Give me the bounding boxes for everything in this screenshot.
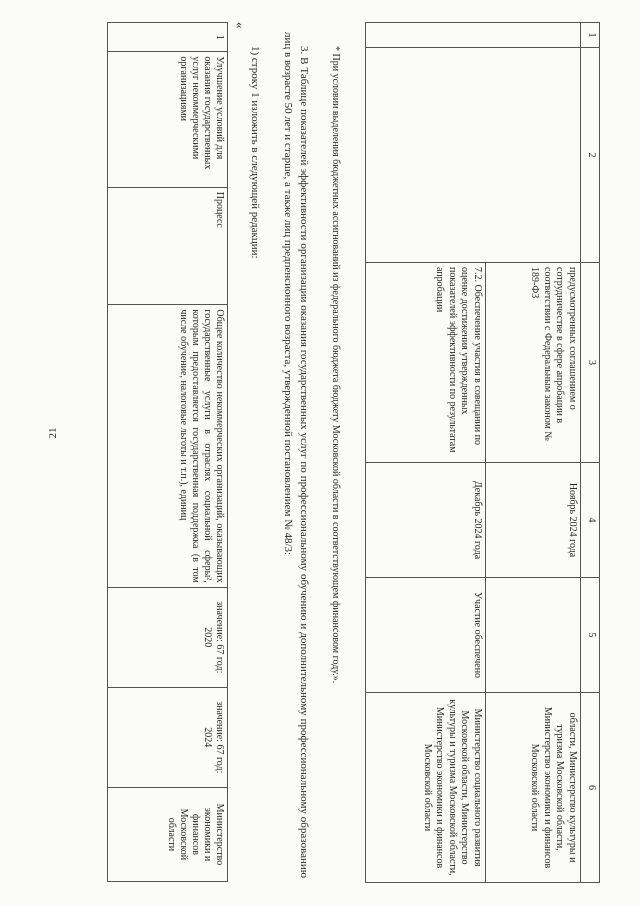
header-cell: 4 bbox=[581, 463, 600, 578]
table-cell: 7.2. Обеспечение участия в совещании по оценке достижения утвержденных показателей эффективности по результатам апробации bbox=[366, 263, 486, 463]
table-cell: Процесс bbox=[108, 187, 228, 305]
table-cell: Ноябрь 2024 года bbox=[486, 463, 581, 578]
upper-table-header-row bbox=[581, 23, 600, 883]
subparagraph-1: 1) строку 1 изложить в следующей редакции: bbox=[249, 46, 261, 259]
header-cell: 5 bbox=[581, 578, 600, 693]
header-cell: 6 bbox=[581, 693, 600, 883]
table-cell: Улучшение условий для оказания государственных услуг некоммерческими организациями bbox=[108, 52, 228, 187]
rotated-content bbox=[12, 22, 600, 882]
header-cell: 2 bbox=[581, 48, 600, 263]
table-row bbox=[486, 23, 581, 883]
paragraph-3: 3. В Таблице показателей эффективности организации оказания государственных услуг по профессиональному обучению и дополнительному профессиональному образованию лиц в возрасте 50 лет и старше, а также лиц предпенсионного возраста, утвержденной постановлением № 48/3: bbox=[282, 32, 310, 878]
page-number: 21 bbox=[47, 427, 59, 439]
table-cell: области, Министерство культуры и туризма Московской области, Министерство экономики и финансов Московской области bbox=[486, 693, 581, 883]
table-cell: Министерство социального развития Московской области, Министерство культуры и туризма Московской области, Министерство экономики и финансов Московской области bbox=[366, 693, 486, 883]
header-cell: 3 bbox=[581, 263, 600, 463]
table-cell bbox=[366, 23, 581, 48]
table-row bbox=[108, 23, 228, 882]
table-cell: Общее количество некоммерческих организаций, оказывающих государственные услуги в отраслях социальной сферы², которым предоставляется государственная поддержка (в том числе обучение, налоговые льготы и т.п.), единиц bbox=[108, 305, 228, 587]
lower-table bbox=[107, 22, 228, 882]
table-cell bbox=[366, 48, 581, 263]
table-cell: Участие обеспечено bbox=[366, 578, 486, 693]
table-cell: значение: 67 год: 2020 bbox=[108, 587, 228, 687]
table-cell: Министерство экономики и финансов Московской области bbox=[108, 787, 228, 881]
table-cell: предусмотренных соглашением о сотрудничестве в сфере апробации в соответствии с Федеральным законом № 189-ФЗ bbox=[486, 263, 581, 463]
table-cell: Декабрь 2024 года bbox=[366, 463, 486, 578]
table-cell bbox=[486, 578, 581, 693]
open-quote: « bbox=[233, 22, 248, 29]
footnote: * При условии выделения бюджетных ассигнований из федерального бюджета бюджету Московской области в соответствующем финансовом году.». bbox=[330, 46, 341, 684]
header-cell: 1 bbox=[581, 23, 600, 48]
table-cell: значение: 67 год: 2024 bbox=[108, 687, 228, 787]
table-cell: 1 bbox=[108, 23, 228, 52]
upper-table bbox=[365, 22, 600, 883]
